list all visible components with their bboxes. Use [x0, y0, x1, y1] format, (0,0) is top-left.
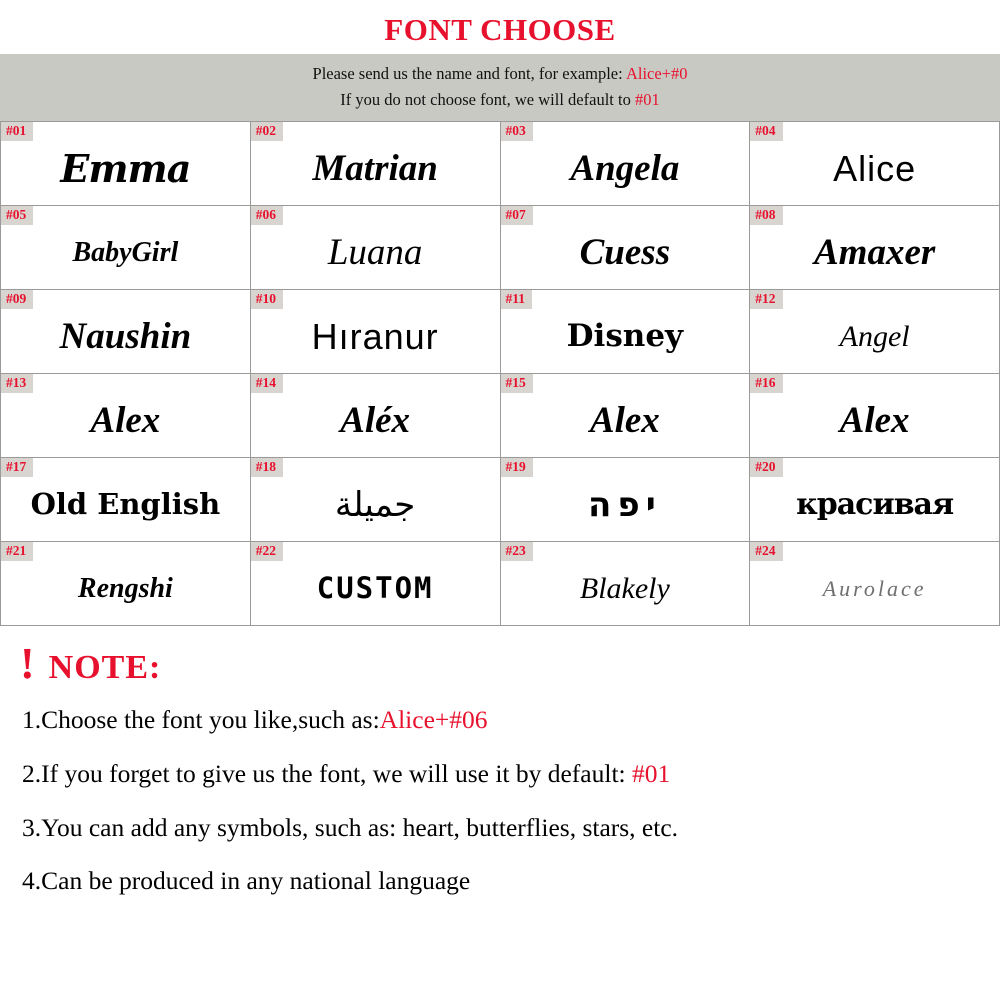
font-option-number: #21 [1, 542, 33, 561]
exclamation-icon: ! [20, 639, 35, 689]
font-option-cell[interactable] [1, 374, 251, 458]
font-option-sample-text: Old English [30, 487, 221, 522]
font-option-cell[interactable] [750, 290, 1000, 374]
font-option-cell[interactable] [501, 122, 751, 206]
font-option-cell[interactable] [750, 122, 1000, 206]
font-option-number: #24 [750, 542, 782, 561]
font-option-sample [750, 374, 999, 457]
note-item-text: 2.If you forget to give us the font, we will use it by default: [22, 758, 632, 788]
font-option-sample-text: Angela [570, 148, 680, 190]
font-option-number: #19 [501, 458, 533, 477]
font-option-cell[interactable] [1, 206, 251, 290]
font-option-sample [750, 542, 999, 625]
font-option-sample [1, 458, 250, 541]
font-option-number: #01 [1, 122, 33, 141]
note-section [0, 626, 1000, 908]
font-option-sample [501, 542, 750, 625]
instruction-line-1-text: Please send us the name and font, for example: [312, 64, 626, 83]
note-item [20, 693, 982, 747]
font-option-number: #20 [750, 458, 782, 477]
font-option-sample-text: Emma [60, 145, 191, 191]
font-option-number: #10 [251, 290, 283, 309]
font-option-sample-text: Disney [566, 318, 684, 355]
font-option-cell[interactable] [501, 290, 751, 374]
note-item-text: 4.Can be produced in any national language [22, 866, 471, 896]
font-option-number: #02 [251, 122, 283, 141]
font-option-sample [1, 542, 250, 625]
font-option-sample [501, 458, 750, 541]
font-option-sample [251, 122, 500, 205]
font-option-sample [501, 206, 750, 289]
font-option-number: #22 [251, 542, 283, 561]
font-option-cell[interactable] [750, 206, 1000, 290]
font-option-cell[interactable] [1, 290, 251, 374]
font-option-sample-text: יפה [588, 484, 662, 525]
font-option-sample-text: Matrian [312, 148, 438, 190]
font-option-cell[interactable] [750, 542, 1000, 626]
font-option-cell[interactable] [251, 542, 501, 626]
font-option-number: #07 [501, 206, 533, 225]
font-option-cell[interactable] [501, 458, 751, 542]
font-option-number: #17 [1, 458, 33, 477]
font-option-cell[interactable] [750, 374, 1000, 458]
font-option-sample-text: Alice [833, 147, 917, 189]
instruction-line-1 [10, 61, 990, 87]
font-option-cell[interactable] [251, 458, 501, 542]
instruction-example: Alice+#0 [625, 64, 688, 83]
font-option-sample [501, 290, 750, 373]
font-option-sample-text: Blakely [579, 571, 670, 605]
note-item-highlight: Alice+#06 [379, 705, 488, 735]
note-item-text: 1.Choose the font you like,such as: [22, 705, 380, 735]
font-option-number: #15 [501, 374, 533, 393]
font-option-number: #14 [251, 374, 283, 393]
font-option-cell[interactable] [251, 122, 501, 206]
font-option-sample [1, 206, 250, 289]
instruction-line-2-text: If you do not choose font, we will default to [340, 89, 635, 109]
note-item [20, 854, 982, 908]
font-option-number: #05 [1, 206, 33, 225]
font-option-number: #04 [750, 122, 782, 141]
font-grid [0, 121, 1000, 626]
note-item-text: 3.You can add any symbols, such as: heart, butterflies, stars, etc. [22, 812, 679, 842]
font-option-sample-text: Amaxer [813, 232, 936, 274]
font-option-cell[interactable] [1, 542, 251, 626]
font-option-sample [1, 122, 250, 205]
font-option-sample [501, 374, 750, 457]
font-option-number: #13 [1, 374, 33, 393]
font-option-sample [750, 290, 999, 373]
font-option-sample [1, 290, 250, 373]
font-option-number: #18 [251, 458, 283, 477]
font-option-cell[interactable] [750, 458, 1000, 542]
font-option-number: #09 [1, 290, 33, 309]
font-option-sample-text: Rengshi [77, 572, 173, 604]
font-option-sample [251, 458, 500, 541]
font-option-sample [251, 374, 500, 457]
font-option-sample [750, 458, 999, 541]
note-list [20, 693, 982, 908]
font-option-sample-text: جميلة [334, 484, 416, 525]
font-option-sample-text: красивая [796, 486, 954, 522]
font-option-sample [251, 542, 500, 625]
note-item [20, 801, 982, 855]
font-option-cell[interactable] [1, 458, 251, 542]
font-option-sample-text: Alex [90, 400, 161, 442]
font-option-cell[interactable] [251, 374, 501, 458]
font-option-sample [1, 374, 250, 457]
font-option-sample-text: Alex [839, 400, 910, 442]
instruction-line-2 [10, 87, 990, 113]
font-option-number: #16 [750, 374, 782, 393]
font-option-sample [251, 206, 500, 289]
instruction-banner [0, 54, 1000, 121]
font-option-number: #08 [750, 206, 782, 225]
font-option-sample-text: Aléx [340, 400, 411, 442]
font-option-sample-text: Cuess [579, 232, 671, 274]
font-option-sample [750, 122, 999, 205]
font-option-sample-text: BabyGirl [72, 236, 179, 268]
page-title: FONT CHOOSE [384, 12, 616, 47]
instruction-default-font: #01 [634, 89, 660, 109]
note-item-highlight: #01 [632, 758, 671, 788]
font-option-number: #11 [501, 290, 533, 309]
font-option-sample [501, 122, 750, 205]
font-option-sample-text: Aurolace [822, 575, 927, 601]
font-option-number: #06 [251, 206, 283, 225]
note-heading-label: NOTE: [48, 649, 162, 687]
font-option-sample-text: Angel [839, 319, 910, 353]
font-option-sample-text: Naushin [59, 316, 192, 358]
font-option-cell[interactable] [501, 206, 751, 290]
font-option-number: #23 [501, 542, 533, 561]
font-option-cell[interactable] [251, 206, 501, 290]
font-option-sample-text: CUSTOM [316, 571, 434, 606]
font-option-number: #12 [750, 290, 782, 309]
font-option-cell[interactable] [501, 374, 751, 458]
font-option-sample [750, 206, 999, 289]
font-option-cell[interactable] [1, 122, 251, 206]
font-option-sample [251, 290, 500, 373]
font-option-sample-text: Alex [589, 400, 660, 442]
note-item [20, 747, 982, 801]
font-option-sample-text: Hıranur [311, 315, 439, 357]
font-option-cell[interactable] [251, 290, 501, 374]
font-option-sample-text: Luana [327, 232, 423, 274]
font-option-number: #03 [501, 122, 533, 141]
font-option-cell[interactable] [501, 542, 751, 626]
note-heading [20, 639, 982, 693]
